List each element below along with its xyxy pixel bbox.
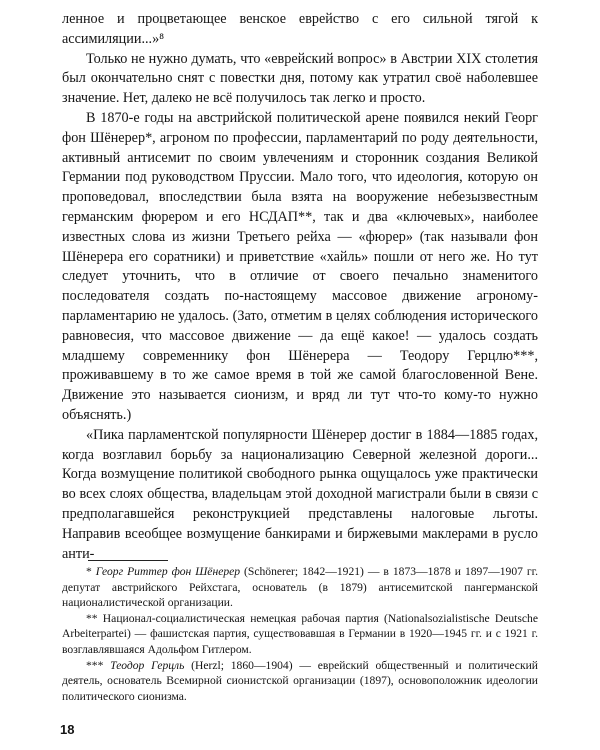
footnote-divider bbox=[88, 560, 168, 561]
footnote-person-name: Теодор Герцль bbox=[110, 658, 185, 672]
footnote-marker: * bbox=[86, 565, 92, 578]
main-text bbox=[62, 10, 538, 564]
page-number: 18 bbox=[60, 722, 75, 737]
footnote-person-name: Георг Риттер фон Шёнерер bbox=[95, 565, 241, 578]
footnote-text: (Herzl; 1860—1904) — еврейский общественный и политический деятель, основатель Всемирной сионистской организации (1897), основоположник идеологии политического сионизма. bbox=[62, 658, 538, 703]
paragraph-continuation: ленное и процветающее венское еврейство с его сильной тягой к ассимиляции...»⁸ bbox=[62, 11, 538, 47]
paragraph-schonerer: В 1870-е годы на австрийской политической арене появился некий Георг фон Шёнерер*, агроном по профессии, парламентарий по роду деятельности, активный антисемит по своим увлечениям и сторонник создания Великой Германии под руководством Пруссии. Мало того, что идеология, которую он проповедовал, впоследствии была взята на вооружение небезызвестным германским фюрером и его НСДАП**, так и два «ключевых», наиболее известных слова из жизни Третьего рейха — «фюрер» (так называли фон Шёнерера его соратники) и приветствие «хайль» пошли от него же. Но тут следует уточнить, что в отличие от своего печально знаменитого последователя создать по-настоящему массовое движение агроному-парламентарию не удалось. (Зато, отметим в целях соблюдения исторического равновесия, что массовое движение — да ещё какое! — удалось создать младшему современнику фон Шёнерера — Теодору Герцлю***, проживавшему в то же самое время в той же самой благословенной Вене. Движение это называется сионизм, и вряд ли тут что-то кому-то нужно объяснять.) bbox=[62, 109, 538, 423]
footnote-text: Национал-социалистическая немецкая рабочая партия (Nationalsozialistische Deutsche Arbeiterpartei) — фашистская партия, существовавшая в Германии в 1920—1945 гг. и с 1921 г. возглавлявшаяся Адольфом Гитлером. bbox=[62, 611, 538, 656]
footnotes bbox=[62, 564, 538, 704]
footnote-marker: ** bbox=[86, 611, 98, 625]
footnote-text: (Schönerer; 1842—1921) — в 1873—1878 и 1897—1907 гг. депутат австрийского Рейхстага, основатель (в 1879) антисемитской пангерманской националистической организации. bbox=[62, 565, 538, 610]
footnote-schonerer bbox=[62, 564, 538, 611]
footnote-herzl bbox=[62, 658, 538, 705]
paragraph-jewish-question: Только не нужно думать, что «еврейский вопрос» в Австрии XIX столетия был окончательно снят с повестки дня, потому как утратил своё наболевшее значение. Нет, далеко не всё получилось так легко и просто. bbox=[62, 50, 538, 107]
paragraph-quote-popularity: «Пика парламентской популярности Шёнерер достиг в 1884—1885 годах, когда возглавил борьбу за национализацию Северной железной дороги... Когда возмущение политикой свободного рынка ощущалось уже практически во всех слоях общества, владельцам этой доходной магистрали были в связи с предполагавшейся реконструкцией представлены налоговые льготы. Направив всеобщее возмущение банкирами и биржевыми маклерами в русло анти- bbox=[62, 426, 538, 562]
footnote-nsdap bbox=[62, 611, 538, 658]
footnote-marker: *** bbox=[86, 658, 104, 672]
